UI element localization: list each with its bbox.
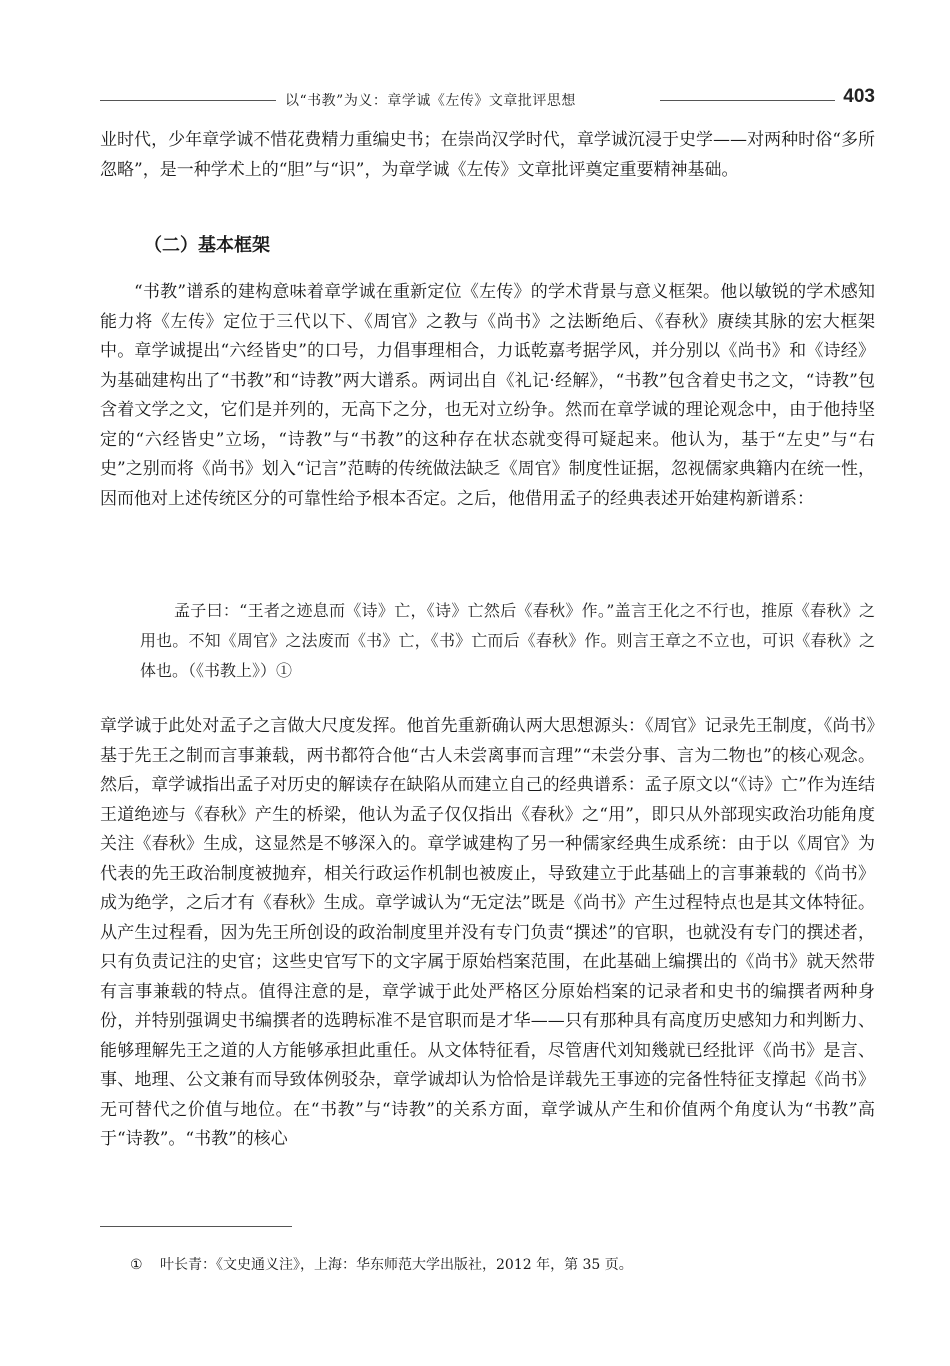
footnote — [130, 1254, 633, 1274]
running-title: 以“书教”为义：章学诚《左传》文章批评思想 — [285, 93, 576, 109]
section-heading: （二）基本框架 — [144, 235, 270, 256]
footnote-marker: ① — [130, 1257, 143, 1273]
paragraph-continuation: 业时代，少年章学诚不惜花费精力重编史书；在崇尚汉学时代，章学诚沉浸于史学——对两种时俗“多所忽略”，是一种学术上的“胆”与“识”，为章学诚《左传》文章批评奠定重要精神基础。 — [100, 130, 875, 180]
paragraph-shujiao-genealogy: “书教”谱系的建构意味着章学诚在重新定位《左传》的学术背景与意义框架。他以敏锐的学术感知能力将《左传》定位于三代以下、《周官》之教与《尚书》之法断绝后、《春秋》赓续其脉的宏大框架中。章学诚提出“六经皆史”的口号，力倡事理相合，力诋乾嘉考据学风，并分别以《尚书》和《诗经》为基础建构出了“书教”和“诗教”两大谱系。两词出自《礼记·经解》，“书教”包含着史书之文，“诗教”包含着文学之文，它们是并列的，无高下之分，也无对立纷争。然而在章学诚的理论观念中，由于他持坚定的“六经皆史”立场，“诗教”与“书教”的这种存在状态就变得可疑起来。他认为，基于“左史”与“右史”之别而将《尚书》划入“记言”范畴的传统做法缺乏《周官》制度性证据，忽视儒家典籍内在统一性，因而他对上述传统区分的可靠性给予根本否定。之后，他借用孟子的经典表述开始建构新谱系： — [100, 282, 875, 509]
block-quote-mencius: 孟子曰：“王者之迹息而《诗》亡，《诗》亡然后《春秋》作。”盖言王化之不行也，推原《春秋》之用也。不知《周官》之法废而《书》亡，《书》亡而后《春秋》作。则言王章之不立也，可识《春秋》之体也。（《书教上》）① — [140, 601, 875, 680]
header-rule-left — [100, 100, 276, 101]
footnote-text: 叶长青：《文史通义注》，上海：华东师范大学出版社，2012 年，第 35 页。 — [160, 1257, 633, 1273]
paragraph-analysis: 章学诚于此处对孟子之言做大尺度发挥。他首先重新确认两大思想源头：《周官》记录先王制度，《尚书》基于先王之制而言事兼载，两书都符合他“古人未尝离事而言理”“未尝分事、言为二物也”的核心观念。然后，章学诚指出孟子对历史的解读存在缺陷从而建立自己的经典谱系：孟子原文以“《诗》亡”作为连结王道绝迹与《春秋》产生的桥梁，他认为孟子仅仅指出《春秋》之“用”，即只从外部现实政治功能角度关注《春秋》生成，这显然是不够深入的。章学诚建构了另一种儒家经典生成系统：由于以《周官》为代表的先王政治制度被抛弃，相关行政运作机制也被废止，导致建立于此基础上的言事兼载的《尚书》成为绝学，之后才有《春秋》生成。章学诚认为“无定法”既是《尚书》产生过程特点也是其文体特征。从产生过程看，因为先王所创设的政治制度里并没有专门负责“撰述”的官职，也就没有专门的撰述者，只有负责记注的史官；这些史官写下的文字属于原始档案范围，在此基础上编撰出的《尚书》就天然带有言事兼载的特点。值得注意的是，章学诚于此处严格区分原始档案的记录者和史书的编撰者两种身份，并特别强调史书编撰者的选聘标准不是官职而是才华——只有那种具有高度历史感知力和判断力、能够理解先王之道的人方能够承担此重任。从文体特征看，尽管唐代刘知幾就已经批评《尚书》是言、事、地理、公文兼有而导致体例驳杂，章学诚却认为恰恰是详载先王事迹的完备性特征支撑起《尚书》无可替代之价值与地位。在“书教”与“诗教”的关系方面，章学诚从产生和价值两个角度认为“书教”高于“诗教”。“书教”的核心 — [100, 716, 875, 1149]
header-rule-right — [660, 100, 835, 101]
page-number: 403 — [843, 86, 875, 107]
running-header — [100, 86, 875, 116]
footnote-rule — [100, 1226, 292, 1227]
